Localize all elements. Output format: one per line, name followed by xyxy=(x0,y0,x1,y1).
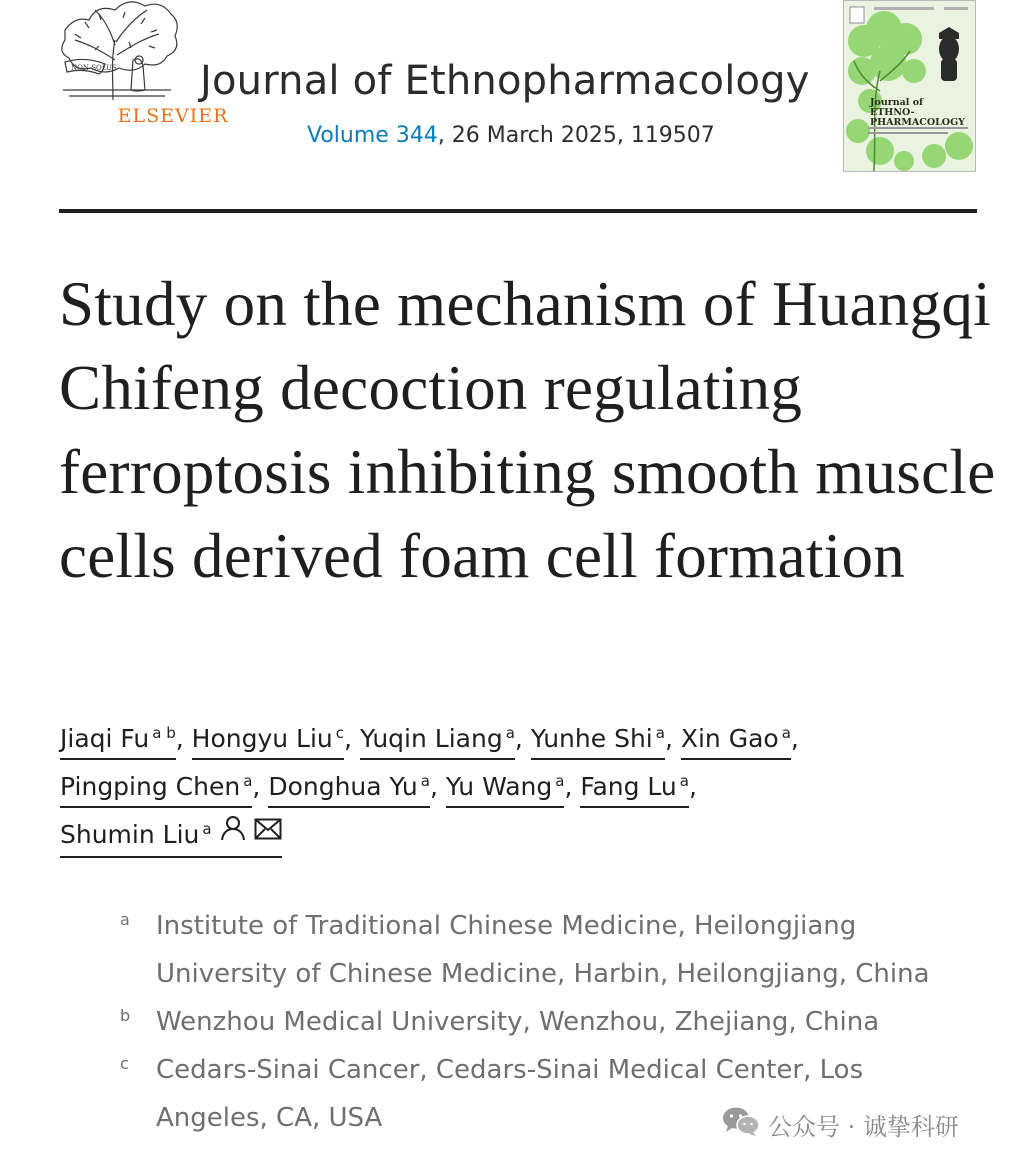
journal-title[interactable]: Journal of Ethnopharmacology xyxy=(200,58,810,104)
affiliation-marker: a xyxy=(243,772,253,790)
author-item: Yunhe Shi $^a$, xyxy=(531,724,673,753)
issue-date-and-article-number: , 26 March 2025, 119507 xyxy=(437,123,715,148)
article-title: Study on the mechanism of Huangqi Chifeng decoction regulating ferroptosis inhibiting smooth muscle cells derived foam cell formation xyxy=(59,269,996,591)
affiliation-text: Wenzhou Medical University, Wenzhou, Zhejiang, China xyxy=(156,1007,880,1037)
watermark-text: 公众号 · 诚挚科研 xyxy=(768,1112,959,1141)
affiliation-marker: a xyxy=(202,820,212,838)
affiliation-marker: c xyxy=(335,724,345,742)
cover-journal-name: Journal of ETHNO-PHARMACOLOGY xyxy=(870,97,965,128)
author-item: Hongyu Liu $^c$, xyxy=(192,724,352,753)
author-link[interactable]: Xin Gao $^a$ xyxy=(681,722,791,760)
author-link[interactable]: Pingping Chen $^a$ xyxy=(60,770,252,808)
person-icon xyxy=(220,815,246,850)
author-link[interactable]: Yuqin Liang $^a$ xyxy=(360,722,515,760)
affiliation-marker: a b xyxy=(152,724,176,742)
author-link[interactable]: Jiaqi Fu $^{a b}$ xyxy=(60,722,176,760)
volume-info xyxy=(307,123,715,148)
author-link[interactable]: Donghua Yu $^a$ xyxy=(268,770,430,808)
author-list xyxy=(60,715,960,859)
svg-text:NON SOLUS: NON SOLUS xyxy=(71,64,117,72)
author-item: Jiaqi Fu $^{a b}$, xyxy=(60,724,184,753)
affiliation-marker: a xyxy=(505,724,515,742)
wechat-icon xyxy=(722,1106,760,1142)
affiliation-text: Institute of Traditional Chinese Medicine, Heilongjiang University of Chinese Medicine, Harbin, Heilongjiang, China xyxy=(156,911,930,989)
affiliation-marker: a xyxy=(679,772,689,790)
volume-link[interactable]: Volume 344 xyxy=(307,123,438,148)
author-item: Xin Gao $^a$, xyxy=(681,724,799,753)
publisher-name: ELSEVIER xyxy=(117,105,229,127)
affiliation-marker: a xyxy=(655,724,665,742)
author-link[interactable]: Hongyu Liu $^c$ xyxy=(192,722,344,760)
affiliation-label: b xyxy=(120,1006,131,1025)
affiliation-label: a xyxy=(120,910,130,929)
header-divider xyxy=(59,209,977,213)
author-link[interactable]: Fang Lu $^a$ xyxy=(580,770,689,808)
author-link[interactable]: Yunhe Shi $^a$ xyxy=(531,722,665,760)
author-item xyxy=(60,820,282,849)
affiliation-item xyxy=(120,998,980,1046)
affiliation-marker: a xyxy=(781,724,791,742)
author-item: Pingping Chen $^a$, xyxy=(60,772,260,801)
journal-cover-thumbnail[interactable] xyxy=(843,0,976,172)
affiliation-label: c xyxy=(120,1054,129,1073)
author-item: Fang Lu $^a$, xyxy=(580,772,697,801)
wechat-watermark xyxy=(722,1106,959,1142)
affiliation-text: Cedars-Sinai Cancer, Cedars-Sinai Medical Center, Los Angeles, CA, USA xyxy=(156,1055,864,1133)
affiliation-marker: a xyxy=(420,772,430,790)
affiliation-item xyxy=(120,902,980,998)
cover-artwork-icon xyxy=(844,1,976,172)
elsevier-tree-logo[interactable] xyxy=(55,0,229,132)
tree-icon xyxy=(55,0,179,104)
author-item: Yu Wang $^a$, xyxy=(446,772,573,801)
author-item: Yuqin Liang $^a$, xyxy=(360,724,523,753)
author-item: Donghua Yu $^a$, xyxy=(268,772,438,801)
author-link[interactable]: Yu Wang $^a$ xyxy=(446,770,565,808)
corresponding-author-link[interactable]: Shumin Liu $^a$ xyxy=(60,818,282,858)
envelope-icon xyxy=(254,815,282,849)
affiliation-marker: a xyxy=(555,772,565,790)
